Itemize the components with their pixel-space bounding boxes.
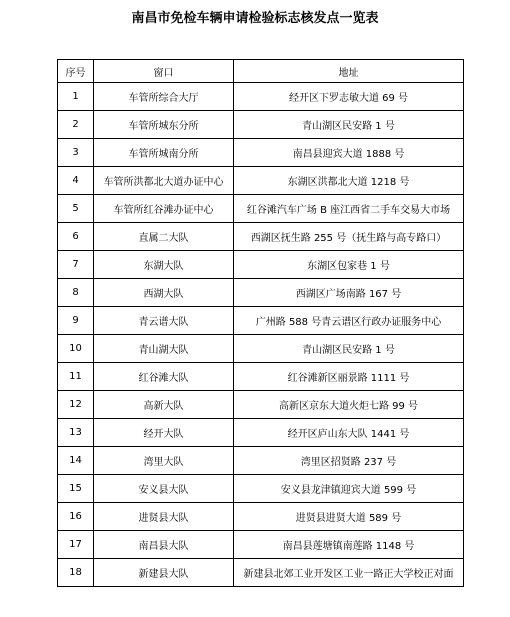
table-row <box>58 251 464 279</box>
row-address-cell: 东湖区包家巷 1 号 <box>234 251 464 279</box>
row-window-cell: 车管所城东分所 <box>94 111 234 139</box>
row-window-cell: 青云谱大队 <box>94 307 234 335</box>
row-window-cell: 高新大队 <box>94 391 234 419</box>
table-row <box>58 195 464 223</box>
row-address-cell: 湾里区招贤路 237 号 <box>234 447 464 475</box>
table-header-row <box>58 60 464 83</box>
header-window: 窗口 <box>94 60 234 83</box>
row-address-cell: 经开区下罗志敏大道 69 号 <box>234 83 464 111</box>
row-window-cell: 车管所城南分所 <box>94 139 234 167</box>
row-address-cell: 西湖区广场南路 167 号 <box>234 279 464 307</box>
row-index-cell: 4 <box>58 167 94 195</box>
table-row <box>58 391 464 419</box>
row-address-cell: 西湖区抚生路 255 号（抚生路与高专路口） <box>234 223 464 251</box>
row-index-cell: 5 <box>58 195 94 223</box>
row-index-cell: 16 <box>58 503 94 531</box>
row-address-cell: 南昌县莲塘镇南莲路 1148 号 <box>234 531 464 559</box>
row-address-cell: 南昌县迎宾大道 1888 号 <box>234 139 464 167</box>
row-window-cell: 青山湖大队 <box>94 335 234 363</box>
table-row <box>58 167 464 195</box>
row-window-cell: 南昌县大队 <box>94 531 234 559</box>
row-address-cell: 安义县龙津镇迎宾大道 599 号 <box>234 475 464 503</box>
row-window-cell: 东湖大队 <box>94 251 234 279</box>
table-row <box>58 335 464 363</box>
row-index-cell: 12 <box>58 391 94 419</box>
issuing-points-table <box>57 59 464 587</box>
row-address-cell: 新建县北郊工业开发区工业一路正大学校正对面 <box>234 559 464 587</box>
row-address-cell: 红谷滩新区丽景路 1111 号 <box>234 363 464 391</box>
row-index-cell: 2 <box>58 111 94 139</box>
row-window-cell: 车管所综合大厅 <box>94 83 234 111</box>
row-index-cell: 18 <box>58 559 94 587</box>
table-body <box>58 83 464 587</box>
row-index-cell: 17 <box>58 531 94 559</box>
row-index-cell: 10 <box>58 335 94 363</box>
row-address-cell: 红谷滩汽车广场 B 座江西省二手车交易大市场 <box>234 195 464 223</box>
row-index-cell: 14 <box>58 447 94 475</box>
row-address-cell: 高新区京东大道火炬七路 99 号 <box>234 391 464 419</box>
row-address-cell: 东湖区洪都北大道 1218 号 <box>234 167 464 195</box>
row-address-cell: 经开区庐山东大队 1441 号 <box>234 419 464 447</box>
row-window-cell: 新建县大队 <box>94 559 234 587</box>
row-window-cell: 经开大队 <box>94 419 234 447</box>
table-row <box>58 419 464 447</box>
row-index-cell: 7 <box>58 251 94 279</box>
row-index-cell: 11 <box>58 363 94 391</box>
row-window-cell: 直属二大队 <box>94 223 234 251</box>
table-row <box>58 223 464 251</box>
row-address-cell: 青山湖区民安路 1 号 <box>234 111 464 139</box>
table-row <box>58 83 464 111</box>
row-window-cell: 车管所洪都北大道办证中心 <box>94 167 234 195</box>
table-row <box>58 475 464 503</box>
table-row <box>58 363 464 391</box>
page-title: 南昌市免检车辆申请检验标志核发点一览表 <box>131 11 379 26</box>
row-index-cell: 6 <box>58 223 94 251</box>
row-address-cell: 青山湖区民安路 1 号 <box>234 335 464 363</box>
table-row <box>58 307 464 335</box>
header-index: 序号 <box>58 60 94 83</box>
row-index-cell: 13 <box>58 419 94 447</box>
row-window-cell: 进贤县大队 <box>94 503 234 531</box>
row-address-cell: 进贤县进贤大道 589 号 <box>234 503 464 531</box>
table-row <box>58 111 464 139</box>
row-window-cell: 红谷滩大队 <box>94 363 234 391</box>
table-row <box>58 503 464 531</box>
row-index-cell: 9 <box>58 307 94 335</box>
row-window-cell: 湾里大队 <box>94 447 234 475</box>
row-index-cell: 8 <box>58 279 94 307</box>
table-row <box>58 447 464 475</box>
table-row <box>58 279 464 307</box>
row-window-cell: 西湖大队 <box>94 279 234 307</box>
row-address-cell: 广州路 588 号青云谱区行政办证服务中心 <box>234 307 464 335</box>
row-index-cell: 15 <box>58 475 94 503</box>
row-index-cell: 1 <box>58 83 94 111</box>
header-address: 地址 <box>234 60 464 83</box>
table-row <box>58 531 464 559</box>
row-window-cell: 安义县大队 <box>94 475 234 503</box>
row-index-cell: 3 <box>58 139 94 167</box>
table-row <box>58 139 464 167</box>
table-row <box>58 559 464 587</box>
row-window-cell: 车管所红谷滩办证中心 <box>94 195 234 223</box>
